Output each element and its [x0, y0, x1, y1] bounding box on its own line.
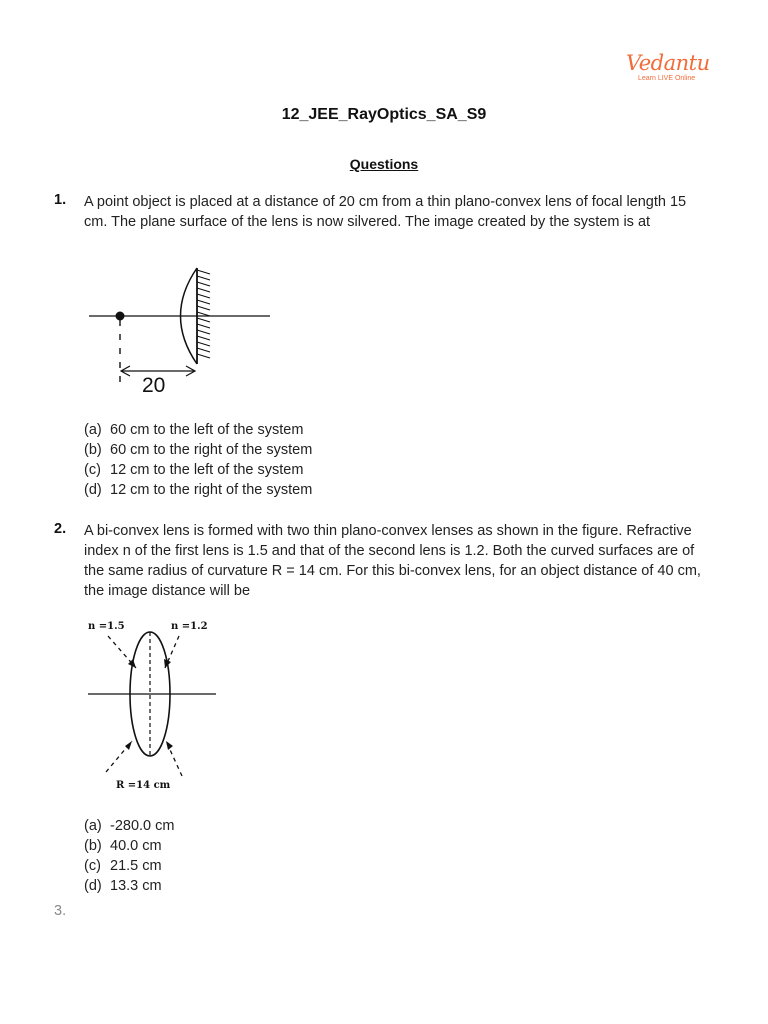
option-a[interactable]: (a) 60 cm to the left of the system — [84, 422, 304, 438]
question-2-number: 2. — [54, 521, 67, 537]
question-1-options — [84, 420, 312, 500]
question-2-figure — [84, 614, 224, 796]
option-c[interactable]: (c) 12 cm to the left of the system — [84, 462, 304, 478]
section-heading: Questions — [349, 156, 419, 172]
question-2-options — [84, 816, 174, 896]
option-b[interactable]: (b) 60 cm to the right of the system — [84, 442, 313, 458]
point-object — [116, 312, 125, 321]
label-radius: R =14 cm — [116, 780, 171, 791]
question-2-text: A bi-convex lens is formed with two thin plano-convex lenses as shown in the figure. Refractive index n of the first lens is 1.5 and that of the second lens is 1.2. Both the curved surfaces are of the same radius of curvature R = 14 cm. For this bi-convex lens, for an object distance of 40 cm, the image distance will be — [84, 523, 701, 599]
option-d[interactable]: (d) 13.3 cm — [84, 878, 162, 894]
option-d[interactable]: (d) 12 cm to the right of the system — [84, 482, 313, 498]
option-b[interactable]: (b) 40.0 cm — [84, 838, 162, 854]
logo-tagline: Learn LIVE Online — [638, 75, 696, 82]
question-1-number: 1. — [54, 192, 67, 208]
next-question-cutoff — [54, 903, 704, 922]
distance-label: 20 — [142, 374, 166, 397]
option-a[interactable]: (a) -280.0 cm — [84, 818, 175, 834]
logo-wordmark: Vedantu — [626, 51, 710, 75]
option-c[interactable]: (c) 21.5 cm — [84, 858, 162, 874]
question-1-text: A point object is placed at a distance of 20 cm from a thin plano-convex lens of focal length 15 cm. The plane surface of the lens is now silvered. The image created by the system is at — [84, 194, 687, 230]
vedantu-logo — [626, 52, 710, 86]
question-1-figure — [84, 260, 284, 400]
document-title: 12_JEE_RayOptics_SA_S9 — [281, 106, 487, 123]
label-n1: n =1.5 — [88, 621, 125, 632]
silvering-hatch — [197, 270, 210, 358]
next-question-number: 3. — [54, 903, 67, 919]
label-n2: n =1.2 — [171, 621, 208, 632]
